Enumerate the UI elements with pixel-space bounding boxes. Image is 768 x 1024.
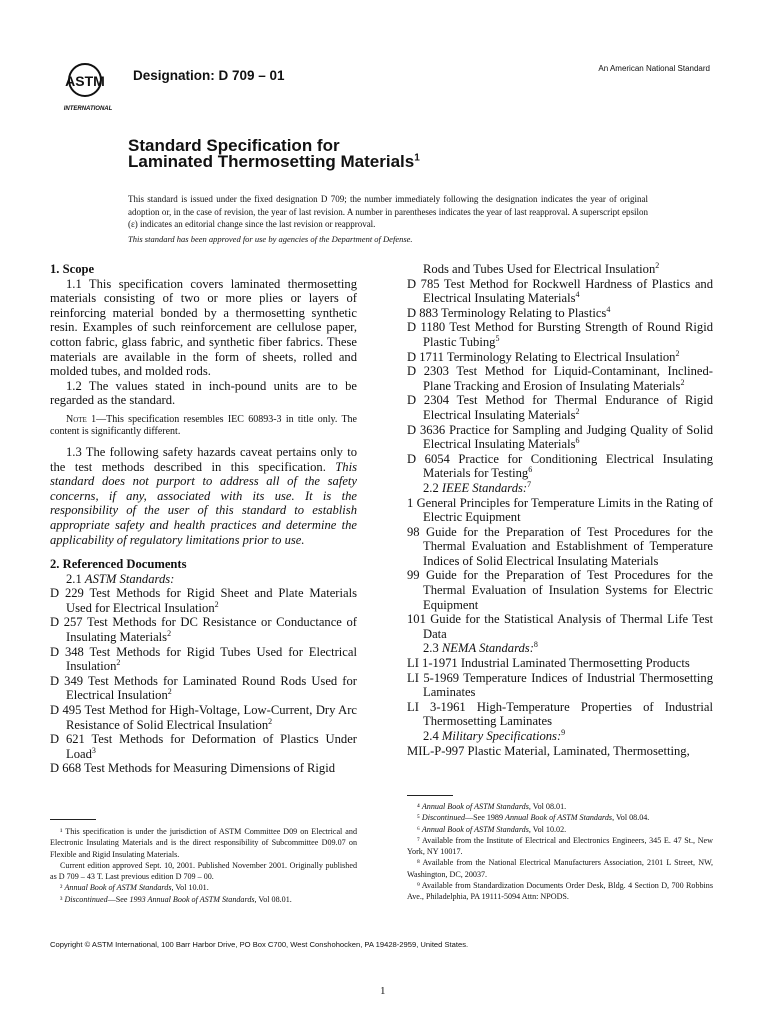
footnote-rule-left — [50, 819, 96, 820]
astm-standards-label — [50, 572, 357, 587]
ref-footnote-mark: 2 — [167, 628, 172, 638]
fn6-mark: ⁶ — [417, 824, 422, 834]
note-1 — [50, 414, 357, 439]
reference-item — [407, 262, 713, 277]
ref-text: LI 3-1961 High-Temperature Properties of Industrial Thermosetting Laminates — [407, 699, 713, 729]
reference-item — [407, 320, 713, 349]
reference-item — [50, 615, 357, 644]
ref-text: 99 Guide for the Preparation of Test Procedures for the Thermal Evaluation of Insulation Systems for Electric Equipment — [407, 568, 713, 612]
fn3-mark: ³ — [60, 894, 65, 904]
ref-text: D 668 Test Methods for Measuring Dimensions of Rigid — [50, 761, 336, 776]
title-text: Laminated Thermosetting Materials — [128, 152, 415, 171]
ref-text: D 1711 Terminology Relating to Electrical Insulation — [407, 349, 676, 364]
title-footnote-mark: 1 — [414, 152, 420, 164]
ref-text: D 621 Test Methods for Deformation of Plastics Under Load — [50, 732, 357, 761]
fn6-italic: Annual Book of ASTM Standards — [421, 824, 529, 834]
ref-text: D 785 Test Method for Rockwell Hardness of Plastics and Electrical Insulating Materials — [407, 276, 713, 306]
reference-item — [50, 645, 357, 674]
page-number: 1 — [380, 985, 386, 997]
reference-item — [407, 364, 713, 393]
nema-num: 2.3 — [423, 641, 442, 656]
astm-ref-list-cont — [407, 262, 713, 481]
fn4-mark: ⁴ — [417, 802, 422, 811]
svg-text:ASTM: ASTM — [65, 73, 105, 89]
ref-text: Rods and Tubes Used for Electrical Insulation — [423, 262, 656, 276]
footnote-1: ¹ This specification is under the jurisdiction of ASTM Committee D09 on Electrical and Electronic Insulating Materials and is the direct responsibility of Subcommittee D09.07 on Flexible and Rigid Insulating Materials. — [50, 827, 357, 859]
ref-footnote-mark: 3 — [91, 745, 96, 755]
footnote-6 — [407, 824, 713, 835]
reference-item — [50, 674, 357, 703]
referenced-documents-heading: 2. Referenced Documents — [50, 557, 187, 572]
ieee-sup: 7 — [527, 479, 532, 489]
designation: Designation: D 709 – 01 — [133, 68, 285, 83]
fn5-post: , Vol 08.04. — [612, 813, 650, 823]
footnote-2 — [50, 882, 357, 893]
scope-1-2: 1.2 The values stated in inch-pound units are to be regarded as the standard. — [50, 378, 357, 408]
fn3-post: , Vol 08.01. — [254, 894, 292, 904]
scope-1-1: 1.1 This specification covers laminated thermosetting materials consisting of two or more plies or layers of reinforcing material bonded by a thermosetting synthetic resin. Examples of such reinforcement are cellulose paper, cotton fabric, glass fabric, and synthetic fiber fabrics. These materials are available in the form of sheets, rolled and molded tubes, and molded rods. — [50, 276, 357, 379]
reference-item — [407, 452, 713, 481]
fn3-mid: —See — [107, 894, 130, 904]
footnote-3 — [50, 894, 357, 905]
note-text: 1—This specification resembles IEC 60893-3 in title only. The content is significantly different. — [50, 413, 357, 438]
reference-item — [407, 671, 713, 700]
ref-text: D 348 Test Methods for Rigid Tubes Used for Electrical Insulation — [50, 644, 357, 674]
footnotes-right — [407, 801, 713, 903]
ref-text: 98 Guide for the Preparation of Test Procedures for the Thermal Evaluation and Establishment of Temperature Indices of Solid Electrical Insulating Materials — [407, 524, 713, 568]
nema-standards-label — [407, 641, 713, 656]
dod-approval: This standard has been approved for use by agencies of the Department of Defense. — [128, 234, 413, 244]
fn3-italic: Discontinued — [64, 894, 108, 904]
footnote-7: ⁷ Available from the Institute of Electrical and Electronics Engineers, 345 E. 47 St., New York, NY 10017. — [407, 835, 713, 857]
ref-footnote-mark: 4 — [575, 290, 580, 299]
svg-text:INTERNATIONAL: INTERNATIONAL — [63, 106, 113, 112]
reference-item — [407, 525, 713, 569]
ref-text: LI 5-1969 Temperature Indices of Industrial Thermosetting Laminates — [407, 670, 713, 700]
footnote-rule-right — [407, 795, 453, 796]
footnote-4 — [407, 801, 713, 812]
astm-label: ASTM Standards: — [84, 571, 175, 586]
ref-text: D 2304 Test Method for Thermal Endurance of Rigid Electrical Insulating Materials — [407, 393, 713, 422]
ref-footnote-mark: 2 — [575, 406, 580, 416]
reference-item — [407, 612, 713, 641]
ref-text: 1 General Principles for Temperature Limits in the Rating of Electric Equipment — [407, 495, 713, 525]
nema-ref-list — [407, 656, 713, 729]
ref-footnote-mark: 2 — [675, 348, 680, 358]
astm-logo — [60, 58, 122, 116]
title-line-1: Standard Specification for — [128, 136, 340, 155]
reference-item — [407, 700, 713, 729]
mil-label: Military Specifications: — [441, 729, 562, 743]
mil-sup: 9 — [561, 727, 566, 737]
reference-item — [407, 277, 713, 306]
ref-footnote-mark: 5 — [495, 333, 500, 343]
fn2-mark: ² — [60, 883, 65, 893]
footnote-1b: Current edition approved Sept. 10, 2001. Published November 2001. Originally published as D 709 – 43 T. Last previous edition D 709 – 00. — [50, 860, 357, 882]
footnotes-left — [50, 826, 357, 905]
nema-sup: 8 — [533, 640, 538, 650]
scope-heading: 1. Scope — [50, 262, 95, 276]
footnote-5 — [407, 812, 713, 823]
mil-num: 2.4 — [423, 729, 442, 743]
ieee-ref-list — [407, 496, 713, 642]
copyright-line: Copyright © ASTM International, 100 Barr Harbor Drive, PO Box C700, West Conshohocken, PA 19428-2959, United States. — [50, 940, 469, 949]
ref-footnote-mark: 6 — [575, 435, 580, 445]
fn5-mid: —See 1989 — [465, 813, 506, 823]
ref-footnote-mark: 2 — [655, 260, 660, 270]
fn2-post: , Vol 10.01. — [171, 883, 209, 893]
reference-item — [50, 586, 357, 615]
ref-footnote-mark: 2 — [167, 687, 172, 697]
scope-1-3 — [50, 445, 357, 547]
ref-footnote-mark: 2 — [268, 716, 273, 726]
ieee-num: 2.2 — [423, 480, 442, 495]
ieee-standards-label — [407, 481, 713, 496]
ref-text: D 1180 Test Method for Bursting Strength of Round Rigid Plastic Tubing — [407, 320, 713, 349]
ref-footnote-mark: 2 — [214, 599, 219, 609]
mil-ref: MIL-P-997 Plastic Material, Laminated, Thermosetting, — [407, 743, 690, 758]
ref-text: D 6054 Practice for Conditioning Electrical Insulating Materials for Testing — [407, 451, 713, 481]
ref-footnote-mark: 2 — [116, 658, 121, 668]
left-column — [50, 262, 357, 776]
reference-item — [407, 568, 713, 612]
fn6-post: , Vol 10.02. — [528, 824, 567, 834]
reference-item — [50, 761, 357, 776]
american-national-standard: An American National Standard — [598, 64, 710, 73]
military-specifications-label — [407, 729, 713, 744]
ref-text: D 257 Test Methods for DC Resistance or Conductance of Insulating Materials — [50, 615, 357, 645]
reference-item — [407, 350, 713, 365]
ieee-label: IEEE Standards: — [441, 480, 528, 495]
fn5-italic: Discontinued — [421, 813, 466, 823]
title-line-2 — [128, 152, 420, 172]
reference-item — [407, 496, 713, 525]
ref-text: D 229 Test Methods for Rigid Sheet and Plate Materials Used for Electrical Insulation — [50, 586, 357, 615]
safety-caveat: This standard does not purport to address all of the safety concerns, if any, associated with its use. It is the responsibility of the user of this standard to establish appropriate safety and health practices and determine the applicability of regulatory limitations prior to use. — [50, 459, 357, 547]
scope-1-3-start: 1.3 The following safety hazards caveat pertains only to the test methods described in this specification. — [50, 444, 357, 474]
ref-footnote-mark: 2 — [680, 377, 685, 387]
reference-item — [407, 393, 713, 422]
ref-footnote-mark: 6 — [528, 465, 533, 475]
fn5-italic2: Annual Book of ASTM Standards — [505, 813, 613, 823]
ref-text: D 2303 Test Method for Liquid-Contaminant, Inclined-Plane Tracking and Erosion of Insulating Materials — [407, 364, 713, 393]
reference-item — [50, 703, 357, 732]
fn2-italic: Annual Book of ASTM Standards — [64, 883, 172, 893]
reference-item — [407, 423, 713, 452]
ref-footnote-mark: 4 — [606, 304, 611, 314]
note-label: Note — [66, 413, 87, 425]
ref-text: LI 1-1971 Industrial Laminated Thermosetting Products — [407, 656, 690, 671]
reference-item — [50, 732, 357, 761]
reference-item — [407, 306, 713, 321]
fn3-italic2: 1993 Annual Book of ASTM Standards — [129, 894, 255, 904]
fn4-post: , Vol 08.01. — [528, 802, 567, 811]
ref-text: D 3636 Practice for Sampling and Judging Quality of Solid Electrical Insulating Materials — [407, 422, 713, 452]
ref-text: D 349 Test Methods for Laminated Round Rods Used for Electrical Insulation — [50, 673, 357, 703]
ref-text: D 495 Test Method for High-Voltage, Low-Current, Dry Arc Resistance of Solid Electrical Insulation — [50, 703, 357, 732]
astm-ref-list — [50, 586, 357, 776]
nema-label: NEMA Standards: — [441, 641, 534, 656]
ref-text: 101 Guide for the Statistical Analysis of Thermal Life Test Data — [407, 612, 713, 641]
fn5-mark: ⁵ — [417, 813, 422, 823]
fn4-italic: Annual Book of ASTM Standards — [421, 802, 529, 811]
right-column — [407, 262, 713, 758]
astm-num: 2.1 — [66, 571, 85, 586]
intro-paragraph: This standard is issued under the fixed designation D 709; the number immediately following the designation indicates the year of original adoption or, in the case of revision, the year of last revision. A number in parentheses indicates the year of last reapproval. A superscript epsilon (ε) indicates an editorial change since the last revision or reapproval. — [128, 194, 648, 229]
footnote-9: ⁹ Available from Standardization Documents Order Desk, Bldg. 4 Section D, 700 Robbins Ave., Philadelphia, PA 19111-5094 Attn: NPODS. — [407, 881, 713, 902]
ref-text: D 883 Terminology Relating to Plastics — [407, 305, 607, 320]
reference-item — [407, 656, 713, 671]
footnote-8: ⁸ Available from the National Electrical Manufacturers Association, 2101 L Street, NW, Washington, DC, 20037. — [407, 858, 713, 879]
